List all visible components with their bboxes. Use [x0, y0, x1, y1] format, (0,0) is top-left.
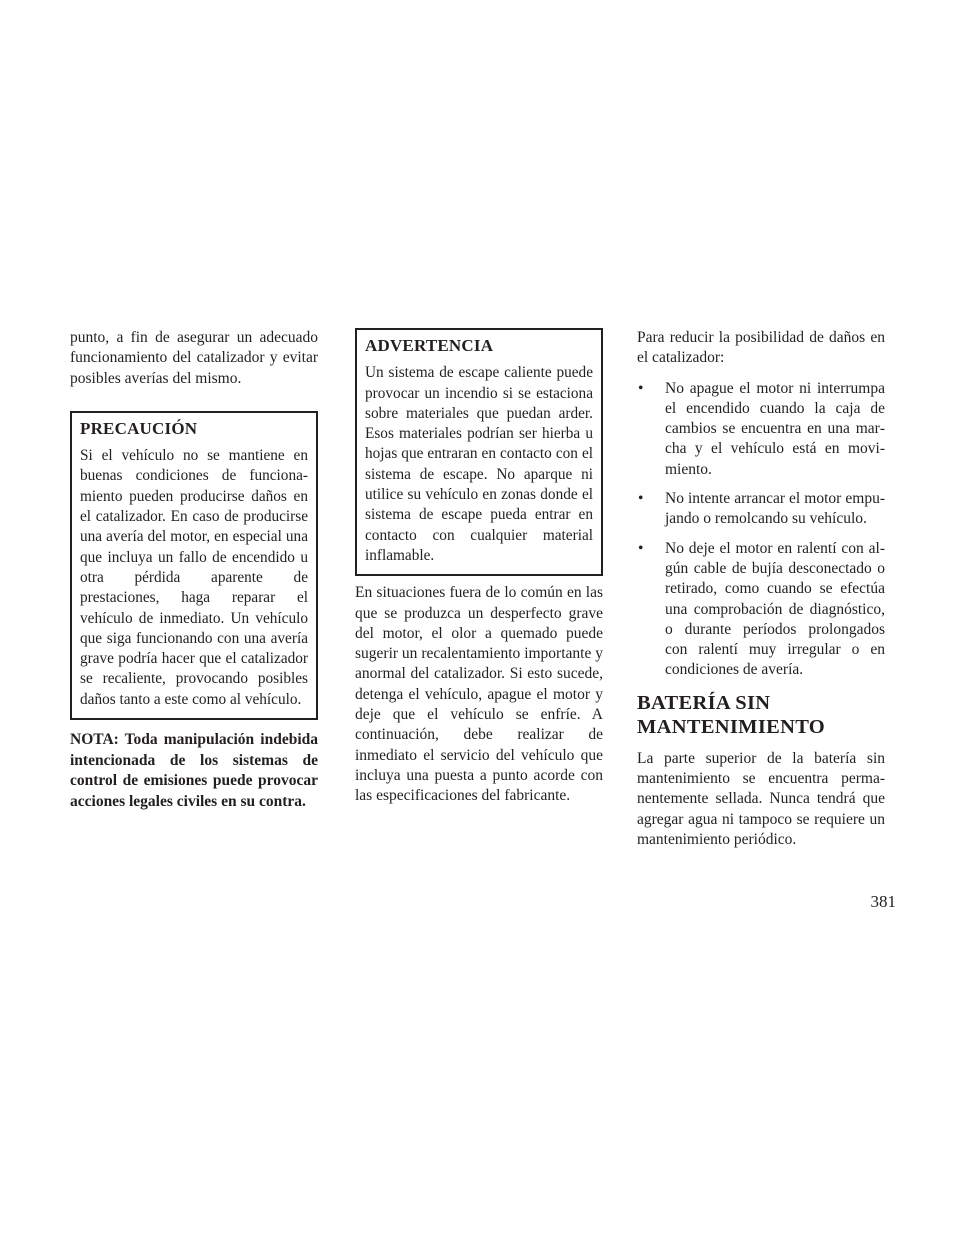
- column-left: [70, 328, 318, 812]
- bullet-icon: •: [638, 490, 644, 508]
- intro-paragraph: punto, a fin de asegurar un adecuado funcionamiento del catalizador y evitar posibles averías del mismo.: [70, 329, 318, 387]
- list-item: [637, 489, 885, 530]
- bullet-icon: •: [638, 539, 644, 557]
- caution-body: Si el vehículo no se mantiene en buenas condiciones de funcionamiento pueden producirse daños en el catalizador. En caso de producirse una avería del motor, en especial una que incluya un fallo de encendido u otra pérdida aparente de prestaciones, haga reparar el vehículo de inmediato. Un vehículo que siga funcionando con una avería grave podría hacer que el catalizador se recaliente, provocando posibles daños tanto a este como al vehículo.: [80, 447, 308, 708]
- note-paragraph: NOTA: Toda manipulación indebida intencionada de los sistemas de control de emisiones puede provocar acciones legales civiles en su contra.: [70, 731, 318, 810]
- list-item-text: No apague el motor ni interrumpa el encendido cuando la caja de cambios se encuentra en una marcha y el vehículo está en movimiento.: [665, 379, 885, 478]
- column-right: [637, 328, 885, 850]
- warning-title: ADVERTENCIA: [365, 336, 494, 355]
- list-item: [637, 379, 885, 480]
- column-middle: [355, 328, 603, 807]
- list-item-text: No intente arrancar el motor empujando o remolcando su vehículo.: [665, 490, 885, 528]
- bullet-icon: •: [638, 379, 644, 397]
- list-item-text: No deje el motor en ralentí con algún cable de bujía desconectado o retirado, como cuando se efectúa una comprobación de diagnóstico, o durante períodos prolongados con ralentí muy irregular o en condiciones de avería.: [665, 539, 885, 679]
- page-number: 381: [870, 892, 896, 911]
- caution-title: PRECAUCIÓN: [80, 418, 198, 438]
- caution-box: [70, 411, 318, 720]
- bullet-list: [637, 379, 885, 681]
- section-body: La parte superior de la batería sin mantenimiento se encuentra permanentemente sellada. Nunca tendrá que agregar agua ni tampoco se requiere un mantenimiento periódico.: [637, 749, 885, 848]
- overheat-paragraph: En situaciones fuera de lo común en las que se produzca un desperfecto grave del motor, el olor a quemado puede sugerir un recalentamiento importante y anormal del catalizador. Si esto sucede, detenga el vehículo, apague el motor y deje que el vehículo se enfríe. A continuación, debe realizar de inmediato el servicio del vehículo que incluya una puesta a punto acorde con las especificaciones del fabricante.: [355, 584, 603, 805]
- catalyst-intro: Para reducir la posibilidad de daños en el catalizador:: [637, 329, 885, 367]
- list-item: [637, 539, 885, 681]
- warning-box: [355, 328, 603, 576]
- section-heading: BATERÍA SIN MANTENIMIENTO: [637, 691, 826, 738]
- warning-body: Un sistema de escape caliente puede provocar un incendio si se estaciona sobre materiales que puedan arder. Esos materiales podrían ser hierba u hojas que entraran en contacto con el sistema de escape. No aparque ni utilice su vehículo en zonas donde el sistema de escape pueda entrar en contacto con cualquier material inflamable.: [365, 364, 593, 564]
